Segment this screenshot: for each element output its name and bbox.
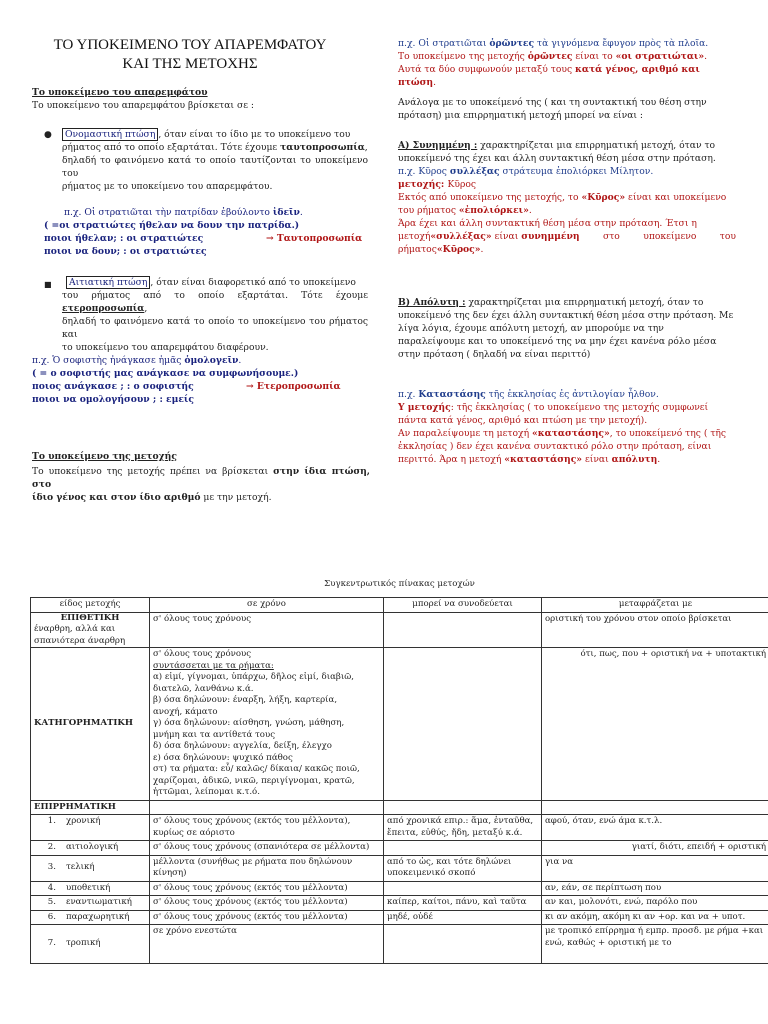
example-greek: . [299, 207, 303, 218]
time-line: γ) όσα δηλώνουν: αίσθηση, γνώση, μάθηση, [153, 718, 345, 728]
example-greek: στράτευμα ἐπολιόρκει Μίλητον. [499, 166, 654, 177]
example-question: ποιοι να ομολογήσουν ; : εμείς [32, 394, 194, 405]
example-text: είναι [491, 231, 522, 242]
time-line: ε) όσα δηλώνουν: ψυχικό πάθος [153, 752, 293, 763]
subtype-name: παραχωρητική [66, 911, 130, 922]
time-cell: σ' όλους τους χρόνους (εκτός του μέλλοντα) [150, 910, 384, 925]
example-agreement: κατά γένος, αριθμό και πτώση [398, 64, 700, 88]
accusative-text: δηλαδή το φαινόμενο κατά το οποίο το υποκείμενο του ρήματος και [62, 316, 368, 340]
header-type: είδος μετοχής [31, 598, 150, 613]
nominative-text: , όταν είναι το ίδιο με το υποκείμενο του [158, 129, 351, 140]
example-text: . [480, 244, 484, 255]
subtype-name: τροπική [66, 938, 101, 949]
example-text: Άρα έχει και άλλη συντακτική θέση μέσα στην πρόταση. Έτσι η [398, 218, 697, 229]
accompanied-cell: από χρονικά επιρ.: ἅμα, ἐνταῦθα, ἔπειτα, εὐθύς, ἤδη, μεταξύ κ.ά. [384, 815, 542, 841]
example-1 [44, 206, 370, 258]
accusative-term: Αιτιατική πτώση [66, 276, 150, 289]
translation-cell: αφού, όταν, ενώ άμα κ.τ.λ. [542, 815, 768, 841]
row-number: 7. [47, 938, 56, 949]
example-question: ποιοι ήθελαν; : οι στρατιώτες [44, 233, 204, 244]
accompanied-cell [384, 648, 542, 801]
table-row-tropiki [31, 925, 768, 964]
time-cell: σ' όλους τους χρόνους (εκτός του μέλλοντα) [150, 881, 384, 896]
bullet-icon: ■ [44, 280, 52, 289]
example-text: . [528, 205, 532, 216]
example-text: ρήματος [398, 244, 437, 255]
translation-cell: αν και, μολονότι, ενώ, παρόλο που [542, 896, 768, 911]
accusative-text: , όταν είναι διαφορετικό από το υποκείμενο [150, 277, 356, 288]
translation-cell: κι αν ακόμη, ακόμη κι αν +ορ. και να + υποτ. [542, 910, 768, 925]
participle-text: Το υποκείμενο της μετοχής πρέπει να βρίσκεται [32, 466, 274, 477]
time-cell: σ' όλους τους χρόνους [150, 612, 384, 648]
example-text: Εκτός από υποκείμενο της μετοχής, το [398, 192, 582, 203]
example-verb: «ἐπολιόρκει» [458, 205, 529, 216]
infinitive-intro: Το υποκείμενο του απαρεμφάτου βρίσκεται σε : [32, 100, 255, 111]
example-label: μετοχής: [398, 179, 448, 190]
subtype-cell [31, 841, 150, 856]
eteroprosopia-term: ετεροπροσωπία [62, 303, 145, 314]
synimmeni-section [398, 139, 736, 256]
example-participle: Καταστάσης [418, 389, 486, 400]
row-number: 3. [47, 862, 56, 873]
table-row-epithetiki [31, 612, 768, 648]
example-subject: «Κῦρος» [581, 192, 626, 203]
example-infinitive: ὁμολογεῖν [184, 355, 239, 366]
accusative-text: το υποκείμενο του απαρεμφάτου διαφέρουν. [62, 342, 269, 353]
participle-agreement: στην ίδια πτώση, στο [32, 466, 370, 490]
accompanied-cell [384, 925, 542, 964]
title-line-1: ΤΟ ΥΠΟΚΕΙΜΕΝΟ ΤΟΥ ΑΠΑΡΕΜΦΑΤΟΥ [53, 37, 327, 53]
time-line: χαρίζομαι, ἀδικῶ, νικῶ, περιγίγνομαι, κρατῶ, [153, 775, 355, 786]
tautoprosopia-arrow: → Ταυτοπροσωπία [266, 233, 363, 244]
example-text: στο [602, 231, 620, 242]
example-greek: π.χ. Οἱ στρατιῶται [398, 38, 490, 49]
example-text: είναι [582, 454, 612, 465]
row-number: 1. [47, 816, 56, 826]
bullet-icon: ● [44, 130, 52, 140]
example-infinitive: ἰδεῖν [272, 207, 300, 218]
table-header-row [31, 598, 768, 613]
time-cell: σ' όλους τους χρόνους (σπανιότερα σε μέλλοντα) [150, 841, 384, 856]
time-cell: σ' όλους τους χρόνους (εκτός του μέλλοντα), κυρίως σε αόριστο [150, 815, 384, 841]
accompanied-cell [384, 800, 542, 815]
synimmeni-label: Α) Συνημμένη : [398, 140, 478, 151]
time-line: ἡττῶμαι, λείπομαι κ.τ.ό. [153, 787, 260, 797]
table-row-ypothetiki [31, 881, 768, 896]
apolyti-term: απόλυτη [611, 454, 658, 465]
example-greek: π.χ. Ὁ σοφιστὴς ἠνάγκασε ἡμᾶς [32, 355, 185, 366]
example-translation: ( = ο σοφιστής μας ανάγκασε να συμφωνήσουμε.) [32, 368, 299, 379]
nominative-text: δηλαδή το φαινόμενο κατά το οποίο ταυτίζονται το υποκείμενο του [62, 155, 368, 179]
example-participle: συλλέξας [449, 166, 500, 177]
example-greek: . [238, 355, 242, 366]
page-title [30, 36, 350, 74]
time-cell [150, 648, 384, 801]
subtype-cell [31, 910, 150, 925]
example-text: μετοχή [398, 231, 431, 242]
apolyti-example [398, 388, 736, 466]
example-question: ποιοι να δουν; : οι στρατιώτες [44, 246, 207, 257]
time-line: συντάσσεται με τα ρήματα: [153, 660, 274, 671]
example-subject: «Κῦρος» [436, 244, 481, 255]
example-text: Το υποκείμενο της μετοχής [398, 51, 528, 62]
example-text: Αν παραλείψουμε τη μετοχή [398, 428, 532, 439]
example-participle: ὁρῶντες [489, 38, 535, 49]
example-greek: τῆς ἐκκλησίας ἐς ἀντιλογίαν ἦλθον. [485, 389, 659, 400]
translation-cell [542, 800, 768, 815]
apolyti-text: χαρακτηρίζεται μια επιρρηματική μετοχή, όταν το [465, 297, 704, 308]
subtype-cell [31, 896, 150, 911]
time-line: α) εἰμί, γίγνομαι, ὑπάρχω, δῆλος εἰμί, διαβιῶ, [153, 672, 354, 682]
accusative-paragraph [62, 276, 368, 354]
tautoprosopia-term: ταυτοπροσωπία [280, 142, 365, 153]
time-line: μνήμη και τα αντίθετά τους [153, 729, 276, 740]
subtype-name: τελική [66, 862, 95, 873]
table-row-epirrimatiki [31, 800, 768, 815]
time-line: στ) τα ρήματα: εὖ/ καλῶς/ δίκαια/ κακῶς ποιῶ, [153, 764, 360, 774]
time-cell: σε χρόνο ενεστώτα [150, 925, 384, 964]
example-text: , το υποκείμενό της ( τῆς [609, 428, 727, 439]
example-greek: π.χ. Οἱ στρατιῶται τὴν πατρίδαν ἐβούλοντο [64, 207, 273, 218]
example-text: του [719, 231, 736, 242]
translation-cell: για να [542, 855, 768, 881]
row-number: 5. [47, 897, 56, 907]
header-time: σε χρόνο [150, 598, 384, 613]
row-number: 4. [47, 882, 56, 893]
heading-participle-subject: Το υποκείμενο της μετοχής [32, 451, 177, 462]
type-name: ΚΑΤΗΓΟΡΗΜΑΤΙΚΗ [31, 648, 150, 801]
example-participle: «συλλέξας» [430, 231, 492, 242]
time-cell: μέλλοντα (συνήθως με ρήματα που δηλώνουν κίνηση) [150, 855, 384, 881]
translation-cell: οριστική του χρόνου στον οποίο βρίσκεται [542, 612, 768, 648]
participles-table [30, 597, 768, 964]
title-line-2: ΚΑΙ ΤΗΣ ΜΕΤΟΧΗΣ [122, 56, 258, 72]
nominative-text: , [364, 142, 368, 153]
translation-cell: γιατί, διότι, επειδή + οριστική [542, 841, 768, 856]
example-participle: «καταστάσης» [532, 428, 610, 439]
example-participle: «καταστάσης» [504, 454, 583, 465]
example-subject: «οι στρατιώται» [615, 51, 705, 62]
example-greek: π.χ. Κῦρος [398, 166, 450, 177]
eteroprosopia-arrow: → Ετεροπροσωπία [246, 381, 341, 392]
synimmeni-text: χαρακτηρίζεται μια επιρρηματική μετοχή, όταν το [477, 140, 716, 151]
accompanied-cell [384, 841, 542, 856]
participle-section [32, 450, 370, 504]
apolyti-label: Β) Απόλυτη : [398, 297, 466, 308]
example-greek: τὰ γιγνόμενα ἔφυγον πρὸς τὰ πλοῖα. [534, 38, 709, 49]
accompanied-cell [384, 612, 542, 648]
heading-infinitive-subject: Το υποκείμενο του απαρεμφάτου [32, 87, 208, 98]
subtype-name: εναντιωματική [66, 897, 132, 907]
nominative-paragraph [62, 128, 368, 193]
translation-cell: με τροπικό επίρρημα ή εμπρ. προσδ. με ρήμα +και ενώ, καθώς + οριστική με το [542, 925, 768, 964]
apolyti-text: υποκείμενό της δεν έχει άλλη συντακτική θέση μέσα στην πρόταση. Με [398, 310, 734, 321]
table-row-enantiomatiki [31, 896, 768, 911]
type-name: ΕΠΙΘΕΤΙΚΗ [60, 612, 120, 623]
example-text: είναι και υποκείμενο [625, 192, 727, 203]
example-participle: ὁρῶντες [527, 51, 573, 62]
apolyti-text: στην πρόταση ( δηλαδή να είναι περιττό) [398, 349, 591, 360]
subtype-cell [31, 881, 150, 896]
header-accompanied: μπορεί να συνοδεύεται [384, 598, 542, 613]
example-label: Υ μετοχής [398, 402, 451, 413]
example-translation: ( =οι στρατιώτες ήθελαν να δουν την πατρίδα.) [44, 220, 300, 231]
adverbial-intro [398, 96, 736, 122]
nominative-text: ρήματος με το υποκείμενο του απαρεμφάτου. [62, 181, 273, 192]
table-row-kategorimatiki [31, 648, 768, 801]
time-cell [150, 800, 384, 815]
table-row-aitiologiki [31, 841, 768, 856]
left-column [32, 86, 370, 112]
translation-cell: αν, εάν, σε περίπτωση που [542, 881, 768, 896]
example-subject: Κῦρος [447, 179, 477, 190]
example-text: του ρήματος [398, 205, 459, 216]
table-row-teliki [31, 855, 768, 881]
apolyti-text: λίγα λόγια, έχουμε απόλυτη μετοχή, αν μπορούμε να την [398, 323, 664, 334]
table-caption: Συγκεντρωτικός πίνακας μετοχών [324, 579, 475, 589]
apolyti-section [398, 296, 736, 361]
example-text: . [704, 51, 708, 62]
accompanied-cell: καίπερ, καίτοι, πάνυ, καὶ ταῦτα [384, 896, 542, 911]
apolyti-text: παραλείψουμε και το υποκείμενό της να μην έχει κανένα ρόλο μέσα [398, 336, 717, 347]
subtype-name: χρονική [66, 816, 101, 826]
example-text: είναι το [572, 51, 616, 62]
header-translation: μεταφράζεται με [542, 598, 768, 613]
subtype-cell [31, 925, 150, 964]
nominative-term: Ονομαστική πτώση [62, 128, 158, 141]
subtype-cell [31, 815, 150, 841]
intro-text: Ανάλογα με το υποκείμενό της ( και τη συντακτική του θέση στην [398, 97, 707, 108]
participle-text: με την μετοχή. [200, 492, 272, 503]
subtype-name: υποθετική [66, 882, 111, 893]
time-line: β) όσα δηλώνουν: έναρξη, λήξη, καρτερία, [153, 695, 338, 705]
type-subtitle: έναρθρη, αλλά και σπανιότερα άναρθρη [34, 624, 126, 646]
example-text: . [433, 77, 437, 88]
example-question: ποιος ανάγκασε ; : ο σοφιστής [32, 381, 194, 392]
right-example [398, 37, 736, 89]
example-text: περιττό. Άρα η μετοχή [398, 454, 505, 465]
example-greek: π.χ. [398, 389, 419, 400]
time-line: σ' όλους τους χρόνους [153, 649, 252, 659]
table-row-chroniki [31, 815, 768, 841]
accompanied-cell: από το ὡς, και τότε δηλώνει υποκειμενικό σκοπό [384, 855, 542, 881]
subtype-name: αιτιολογική [66, 842, 119, 852]
example-text: Αυτά τα δύο συμφωνούν μεταξύ τους [398, 64, 576, 75]
table-row-parachoritiki [31, 910, 768, 925]
participle-agreement: ίδιο γένος και στον ίδιο αριθμό [32, 492, 201, 503]
nominative-text: ρήματος από το οποίο εξαρτάται. Τότε έχουμε [62, 142, 281, 153]
intro-text: πρόταση) μια επιρρηματική μετοχή μπορεί να είναι : [398, 110, 644, 121]
type-name: ΕΠΙΡΡΗΜΑΤΙΚΗ [31, 800, 150, 815]
time-cell: σ' όλους τους χρόνους (εκτός του μέλλοντα) [150, 896, 384, 911]
row-number: 6. [47, 911, 56, 922]
time-line: ανοχή, κάματο [153, 706, 218, 717]
example-text: υποκείμενο [643, 231, 697, 242]
subtype-cell [31, 855, 150, 881]
example-text: πάντα κατά γένος, αριθμό και πτώση με την μετοχή). [398, 415, 648, 426]
time-line: διατελῶ, λανθάνω κ.ά. [153, 683, 254, 694]
example-text: ἐκκλησίας ) δεν έχει κανένα συντακτικό ρόλο στην πρόταση, είναι [398, 441, 712, 452]
example-text: : τῆς ἐκκλησίας ( το υποκείμενο της μετοχής συμφωνεί [450, 402, 709, 413]
accompanied-cell: μηδέ, οὐδέ [384, 910, 542, 925]
time-line: δ) όσα δηλώνουν: αγγελία, δείξη, έλεγχο [153, 741, 332, 751]
accusative-text: του ρήματος από το οποίο εξαρτάται. Τότε έχουμε [62, 290, 368, 301]
example-text: . [657, 454, 661, 465]
example-2 [32, 354, 370, 406]
row-number: 2. [47, 842, 56, 852]
synimmeni-term: συνημμένη [521, 231, 580, 242]
synimmeni-text: υποκείμενό της έχει και άλλη συντακτική θέση μέσα στην πρόταση. [398, 153, 716, 164]
accusative-text: , [144, 303, 148, 314]
translation-cell: ότι, πως, που + οριστική να + υποτακτική [542, 648, 768, 801]
accompanied-cell [384, 881, 542, 896]
